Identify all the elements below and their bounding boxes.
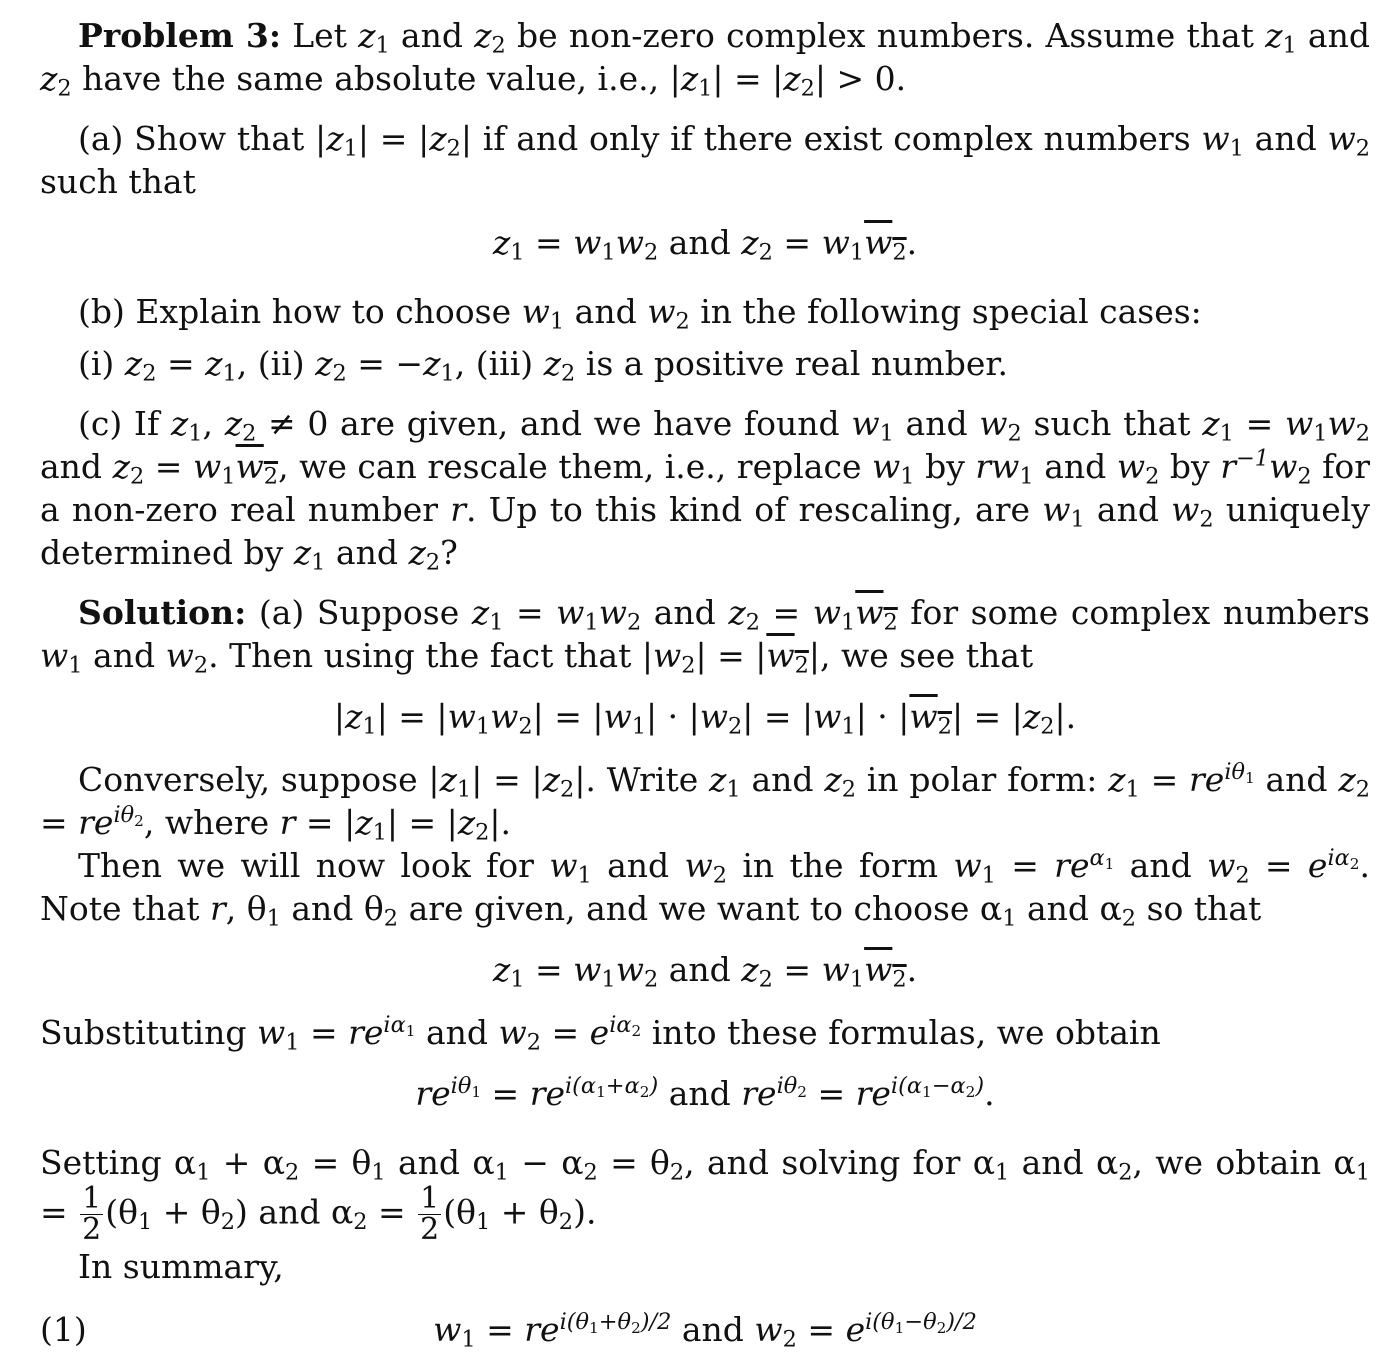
problem-intro: Problem 3: Let $z_1$ and $z_2$ be non-zero complex numbers. Assume that $z_1$ and $z_2$ have the same absolute value, i.e., $|z_1| = |z_2| > 0$.	[40, 16, 1370, 102]
equation-part-a: $z_1 = w_1w_2$ and $z_2 = w_1w_2$.	[492, 223, 918, 266]
fraction-half: $\frac{1}{2}$	[82, 1181, 102, 1247]
equation-target: $z_1 = w_1w_2$ and $z_2 = w_1w_2$.	[492, 950, 918, 993]
equation-substituted: $re^{i\theta_1} = re^{i(\alpha_1+\alpha_2)}$ and $re^{i\theta_2} = re^{i(\alpha_1-\alpha_2)}$.	[415, 1072, 995, 1113]
problem-part-a: (a) Show that $|z_1| = |z_2|$ if and only if there exist complex numbers $w_1$ and $w_2$ such that	[40, 119, 1370, 201]
problem-part-c: (c) If $z_1$, $z_2 \ne 0$ are given, and we have found $w_1$ and $w_2$ such that $z_1 = w_1w_2$ and $z_2 = w_1w_2$, we can rescale them, i.e., replace $w_1$ by $rw_1$ and $w_2$ by $r^{-1}w_2$ for a non-zero real number r. Up to this kind of rescaling, are $w_1$ and $w_2$ uniquely determined by $z_1$ and $z_2$?	[40, 404, 1371, 576]
solution-heading: Solution:	[78, 593, 247, 632]
solution-para-3: Then we will now look for $w_1$ and $w_2$ in the form $w_1 = re^{\alpha_1}$ and $w_2 = e^{i\alpha_2}$. Note that r, $\theta_1$ and $\theta_2$ are given, and we want to choose $\alpha_1$ and $\alpha_2$ so that	[40, 844, 1370, 932]
equation-modulus-chain: $|z_1| = |w_1w_2| = |w_1| \cdot |w_2| = |w_1| \cdot |w_2| = |z_2|$.	[333, 697, 1077, 740]
solution-para-4: Substituting $w_1 = re^{i\alpha_1}$ and $w_2 = e^{i\alpha_2}$ into these formulas, we obtain	[40, 1011, 1161, 1056]
problem-part-b-cases: (i) $z_2 = z_1$, (ii) $z_2 = -z_1$, (iii) $z_2$ is a positive real number.	[78, 344, 1009, 387]
problem-part-b: (b) Explain how to choose $w_1$ and $w_2$ in the following special cases:	[78, 292, 1202, 335]
document-page	[40, 14, 1370, 1351]
solution-para-5: Setting $\alpha_1 + \alpha_2 = \theta_1$ and $\alpha_1 - \alpha_2 = \theta_2$, and solving for $\alpha_1$ and $\alpha_2$, we obtain $\alpha_1$ = $\frac{1}{2}$ $(\theta_1 + \theta_2)$ and $\alpha_2$ = $\frac{1}{2}$ $(\theta_1 + \theta_2)$.	[40, 1143, 1370, 1247]
equation-summary: (1) $w_1 = re^{i(\theta_1+\theta_2)/2}$ and $w_2 = e^{i(\theta_1-\theta_2)/2}$	[40, 1308, 977, 1353]
solution-para-1: Solution: (a) Suppose $z_1 = w_1w_2$ and $z_2 = w_1w_2$ for some complex numbers $w_1$ and $w_2$. Then using the fact that $|w_2| = |w_2|$, we see that	[40, 593, 1370, 679]
solution-para-2: Conversely, suppose $|z_1| = |z_2|$. Write $z_1$ and $z_2$ in polar form: $z_1 = re^{i\theta_1}$ and $z_2 = re^{i\theta_2}$, where $r = |z_1| = |z_2|$.	[40, 758, 1370, 846]
solution-para-6: In summary,	[78, 1247, 284, 1286]
problem-heading: Problem 3:	[78, 16, 282, 55]
equation-tag: (1)	[40, 1310, 87, 1349]
fraction-half: $\frac{1}{2}$	[420, 1181, 440, 1247]
